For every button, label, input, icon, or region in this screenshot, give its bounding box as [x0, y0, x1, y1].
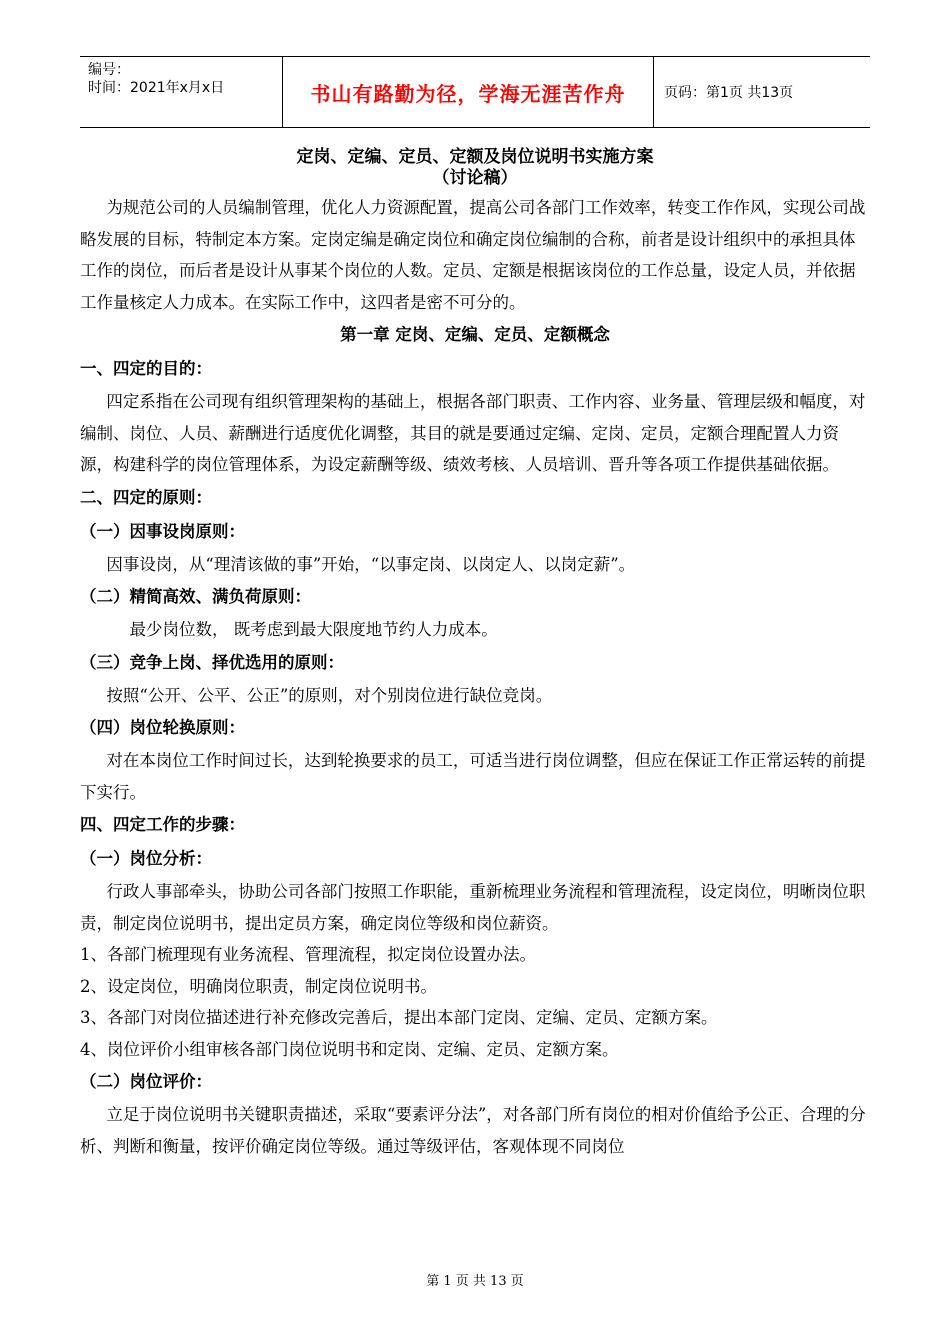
- header-page-info: 页码：第1页 共13页: [664, 85, 794, 101]
- step-item: 2、设定岗位，明确岗位职责，制定岗位说明书。: [80, 976, 437, 996]
- document-subtitle: （讨论稿）: [432, 168, 518, 188]
- section-heading-purpose: 一、四定的目的：: [80, 359, 212, 378]
- header-motto: 书山有路勤为径，学海无涯苦作舟: [282, 57, 654, 127]
- subsection-text-1: 因事设岗，从“理清该做的事”开始，“以事定岗、以岗定人、以岗定薪”。: [106, 554, 636, 574]
- document-title: 定岗、定编、定员、定额及岗位说明书实施方案: [296, 147, 654, 167]
- subsection-heading-3: （三）竞争上岗、择优选用的原则：: [80, 652, 344, 672]
- step-item: 4、岗位评价小组审核各部门岗位说明书和定岗、定编、定员、定额方案。: [80, 1039, 619, 1059]
- doc-date: 时间：2021年x月x日: [88, 80, 225, 96]
- subsection-text-2: 最少岗位数， 既考虑到最大限度地节约人力成本。: [129, 620, 498, 639]
- subsection-heading-evaluation: （二）岗位评价：: [80, 1072, 212, 1091]
- section-text-purpose: 四定系指在公司现有组织管理架构的基础上，根据各部门职责、工作内容、业务量、管理层级和幅度，对编制、岗位、人员、薪酬进行适度优化调整，其目的就是要通过定编、定岗、定员，定额合理配置人力资源，构建科学的岗位管理体系，为设定薪酬等级、绩效考核、人员培训、晋升等各项工作提供基础依据。: [80, 392, 866, 474]
- intro-paragraph: 为规范公司的人员编制管理，优化人力资源配置，提高公司各部门工作效率，转变工作作风，实现公司战略发展的目标，特制定本方案。定岗定编是确定岗位和确定岗位编制的合称，前者是设计组织中的承担具体工作的岗位，而后者是设计从事某个岗位的人数。定员、定额是根据该岗位的工作总量，设定人员，并依据工作量核定人力成本。在实际工作中，这四者是密不可分的。: [80, 198, 866, 312]
- section-heading-steps: 四、四定工作的步骤：: [80, 815, 245, 834]
- step-item: 3、各部门对岗位描述进行补充修改完善后，提出本部门定岗、定编、定员、定额方案。: [80, 1008, 718, 1027]
- chapter-heading: 第一章 定岗、定编、定员、定额概念: [340, 325, 610, 344]
- doc-number-label: 编号：: [88, 62, 130, 78]
- subsection-heading-4: （四）岗位轮换原则：: [80, 718, 245, 737]
- document-body: [80, 147, 870, 1162]
- subsection-text-analysis: 行政人事部牵头，协助公司各部门按照工作职能，重新梳理业务流程和管理流程，设定岗位，明晰岗位职责，制定岗位说明书，提出定员方案，确定岗位等级和岗位薪资。: [80, 882, 866, 933]
- subsection-heading-2: （二）精简高效、满负荷原则：: [80, 587, 311, 606]
- header-meta: [80, 57, 282, 127]
- page-header: [80, 56, 870, 128]
- step-item: 1、各部门梳理现有业务流程、管理流程，拟定岗位设置办法。: [80, 945, 536, 964]
- subsection-heading-1: （一）因事设岗原则：: [80, 521, 245, 541]
- subsection-text-4: 对在本岗位工作时间过长，达到轮换要求的员工，可适当进行岗位调整，但应在保证工作正常运转的前提下实行。: [80, 751, 866, 802]
- page-footer: 第 1 页 共 13 页: [426, 1274, 524, 1289]
- section-heading-principles: 二、四定的原则：: [80, 487, 212, 507]
- subsection-text-evaluation: 立足于岗位说明书关键职责描述，采取“要素评分法”，对各部门所有岗位的相对价值给予公正、合理的分析、判断和衡量，按评价确定岗位等级。通过等级评估，客观体现不同岗位: [80, 1105, 866, 1156]
- subsection-heading-analysis: （一）岗位分析：: [80, 849, 212, 868]
- subsection-text-3: 按照“公开、公平、公正”的原则，对个别岗位进行缺位竞岗。: [106, 685, 553, 705]
